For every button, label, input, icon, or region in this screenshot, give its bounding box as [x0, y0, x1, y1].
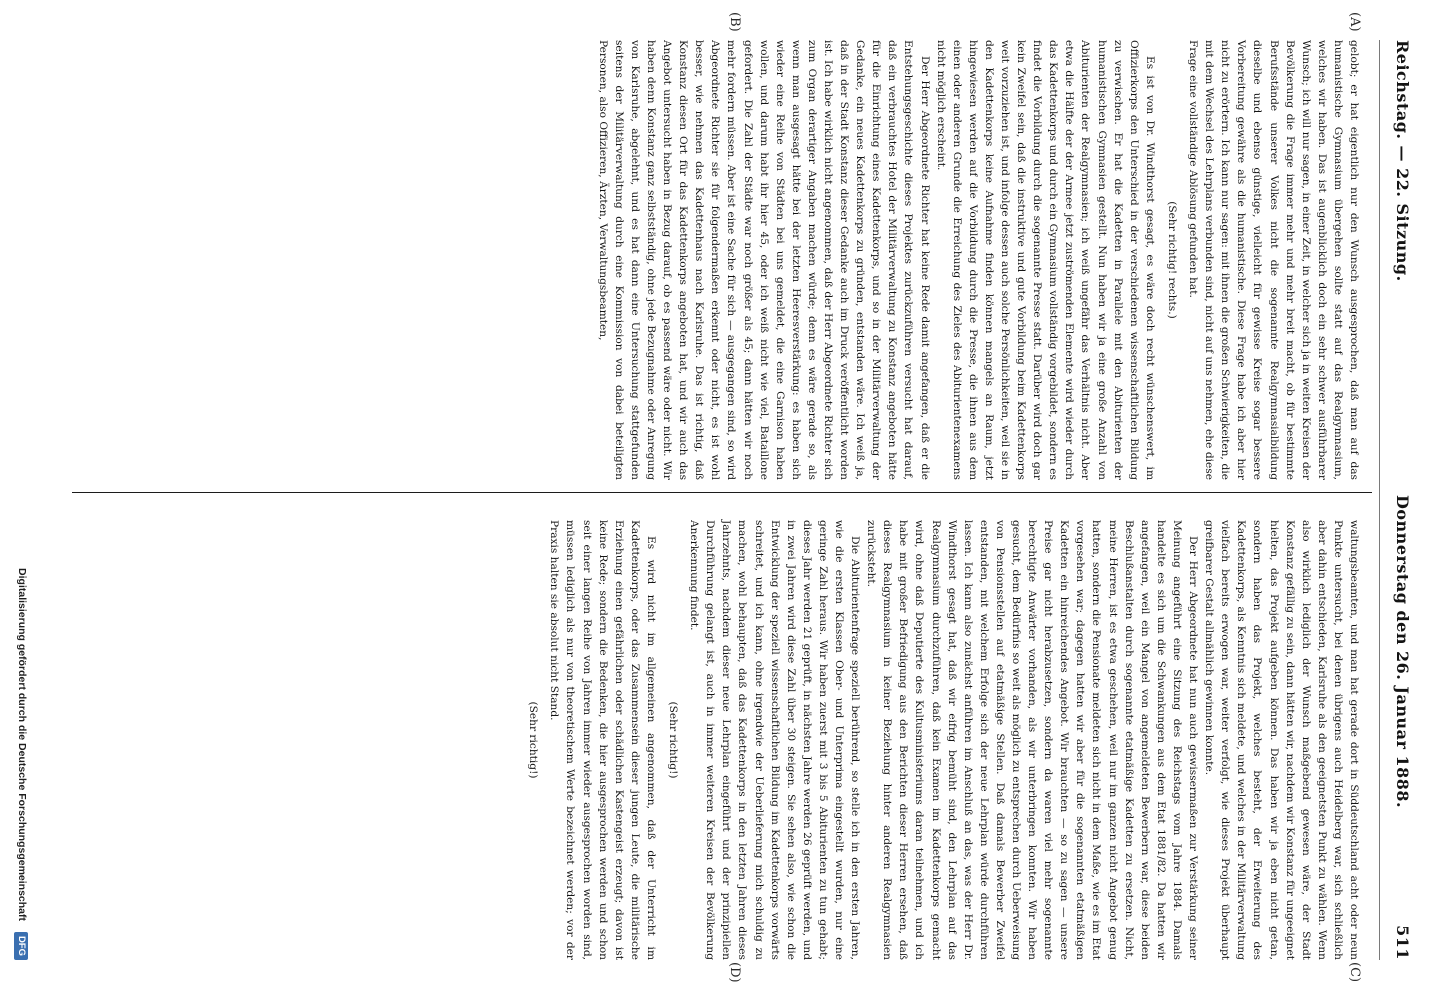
- paragraph: Es ist von Dr. Windthorst gesagt, es wäre doch recht wünschenswert, im Offizierkorps den Unterschied in der verschiedenen wissenschaftlichen Bildung zu verwischen. Er hat die Kadetten in Parallele mit den Abiturienten der humanistischen Gymnasien gestellt. Nun haben wir ja eine große Anzahl von Abiturienten der Realgymnasien; ich weiß ungefähr das Verhältnis nicht. Aber etwa die Hälfte der der Armee jetzt zuströmenden Elemente wird wieder durch das Kadettenkorps und durch ein Gymnasium vollständig vorgebildet, sondern es findet die Vorbildung durch die sogenannte Presse statt. Darüber wird doch gar kein Zweifel sein, daß die instruktive und gute Vorbildung beim Kadettenkorps weit vorzuziehen ist, und infolge dessen auch solche Persönlichkeiten, weil sie in den Kadettenkorps keine Aufnahme finden können mangels an Raum, jetzt hingewiesen werden auf die Vorbildung durch die Presse, die ihnen aus dem einen oder anderen Grunde die Erreichung des Zieles des Abiturientenexamens nicht möglich erscheint.: [934, 40, 1156, 480]
- paragraph: Der Herr Abgeordnete Richter hat keine Rede damit angefangen, daß er die Entstehungsgeschichte dieses Projektes zurückzuführen versucht hat darauf, daß ein verbrauchtes Hotel der Militärverwaltung zu Konstanz angeboten hätte für die Einrichtung eines Kadettenkorps, und so in der Militärverwaltung der Gedanke, ein neues Kadettenkorps zu gründen, entstanden wäre. Ich weiß ja, daß in der Stadt Konstanz dieser Gedanke auch im Druck veröffentlicht worden ist. Ich habe wirklich nicht angenommen, daß der Herr Abgeordnete Richter sich zum Organ derartiger Angaben machen würde; denn es wäre gerade so, als wenn man ausgesagt hätte bei der letzten Heeresverstärkung: es haben sich wieder eine Reihe von Städten bei uns gemeldet, die eine Garnison haben wollen, und darum habt ihr hier 45, oder ich weiß nicht wie viel, Bataillone gefordert. Die Zahl der Städte war noch größer als 45; dann hätten wir noch mehr fordern müssen. Aber ist eine Sache für sich — ausgegangen sind, so wird Abgeordnete Richter sie für folgendermaßen erkennt oder nicht, es ist wohl besser, wie nehmen das Kadettenhaus nach Karlsruhe. Das ist richtig, daß Konstanz diesen Ort für das Kadettenkorps angeboten hat, und wir auch das Angebot untersucht haben in Bezug darauf, ob es passend wäre oder nicht. Wir haben denn Konstanz ganz selbstständig, ohne jede Bezugnahme oder Anregung von Karlsruhe, abgelehnt, und es hat dann eine Untersuchung stattgefunden seitens der Militärverwaltung durch eine Kommission von dabei beteiligten Personen, also Offizieren, Ärzten, Verwaltungsbeamten,: [596, 40, 931, 480]
- paragraph: Der Herr Abgeordnete hat nun auch gewissermaßen zur Verstärkung seiner Meinung angeführt eine Sitzung des Reichstags vom Jahre 1884. Damals handelte es sich um die Schwankungen aus dem Etat 1881/82. Da hatten wir angefangen, weil ein Mangel von angemeldeten Bewerbern war, diese beiden Beschlußanstalten durch sogenannte etatmäßige Kadetten zu ersetzen. Nicht, meine Herren, ist es etwa geschehen, weil nur im ganzen nicht Angebot genug hatten, sondern die Pensionate meldeten sich nicht in dem Maße, wie es im Etat vorgesehen war; dagegen hatten wir aber für die sogenannten etatmäßigen Kadetten ein hinreichendes Angebot. Wir brauchten — so zu sagen — unsere Preise gar nicht herabzusetzen, sondern da waren viel mehr sogenannte berechtigte Anwärter vorhanden, als wir unterbringen konnten. Wir haben gesucht, dem Bedürfnis so weit als möglich zu entsprechen durch Ueberweisung von Pensionsstellen auf etatmäßige Stellen. Daß damals Bewerber Zweifel entstanden, mit welchem Erfolge sich der neue Lehrplan würde durchführen lassen. Ich kann also zunächst anführen im Anschluß an das, was der Herr Dr. Windthorst gesagt hat, daß wir eifrig bemüht sind, den Lehrplan auf das Realgymnasium durchzuführen, daß kein Examen im Kadettenkorps gemacht wird, ohne daß Deputierte des Kultusministeriums daran teilnehmen, und ich habe mit großer Befriedigung aus den Berichten dieser Herren ersehen, daß dieses Realgymnasium in keiner Beziehung hinter anderen Realgymnasien zurücksteht.: [865, 520, 1200, 960]
- digitization-footer: [8, 40, 28, 960]
- page-header: [1384, 40, 1424, 960]
- header-date: Donnerstag den 26. Januar 1888.: [1393, 495, 1412, 809]
- interjection: (Sehr richtig! rechts.): [1165, 201, 1178, 319]
- header-rule: [1379, 40, 1380, 960]
- margin-letter-d: (D): [727, 962, 742, 983]
- margin-letter-c: (C): [1347, 962, 1362, 983]
- margin-letter-a: (A): [1347, 12, 1362, 32]
- interjection: (Sehr richtig!): [527, 701, 540, 779]
- dfg-logo: DFG: [14, 932, 28, 960]
- page-number: 511: [1393, 925, 1412, 960]
- right-column: [519, 520, 1362, 960]
- paragraph: Es wird nicht im allgemeinen angenommen, daß der Unterricht im Kadettenkorps, oder das Zusammensein dieser jungen Leute, die militärische Erziehung einen gefährlichen oder schädlichen Kastengeist erzeugt; davon ist keine Rede; sondern die Bedenken, die hier ausgesprochen werden und schon seit einer langen Reihe von Jahren immer wieder ausgesprochen worden sind, müssen lediglich als nur von theoretischem Werte bezeichnet werden; vor der Praxis halten sie absolut nicht Stand.: [548, 520, 657, 960]
- paragraph: gelobt; er hat eigentlich nur den Wunsch ausgesprochen, daß man auf das humanistische Gymnasium übergehen sollte statt auf das Realgymnasium, welches wir haben. Das ist augenblicklich doch ein sehr schwer ausführbarer Wunsch; ich will nur sagen, in einer Zeit, in welcher sich ja in weiten Kreisen der Bevölkerung die Frage immer mehr und mehr breit macht, ob für bestimmte Berufsstände unserer Volkes nicht die sogenannte Realgymnasialbildung dieselbe und ebenso günstige, vielleicht für gewisse Kreise sogar bessere Vorbereitung gewähre als die humanistische. Diese Frage habe ich aber hier nicht zu erörtern. Ich kann nur sagen: mit ihnen die großen Schwierigkeiten, die mit dem Wechsel des Lehrplans verbunden sind, nicht auf uns nehmen, ehe diese Frage eine vollständige Ablösung gefunden hat.: [1187, 40, 1360, 480]
- left-column: [595, 40, 1362, 480]
- paragraph: waltungsbeamten, und man hat gerade dort in Süddeutschland acht oder neun Punkte untersucht, bei denen übrigens auch Heidelberg war, sich schließlich aber dahin entschieden, Karlsruhe als den geeignetsten Punkt zu wählen. Wenn also wirklich lediglich der Wunsch maßgebend gewesen wäre, der Stadt Konstanz gefällig zu sein, dann hätten wir, nachdem wir Konstanz für ungeeignet hielten, das Projekt aufgeben können. Das haben wir ja eben nicht getan, sondern haben das Projekt, welches besteht, der Erweiterung des Kadettenkorps, als Kenntnis sich meldete, und welches in der Militärverwaltung vielfach bereits erwogen war, weiter verfolgt, wie dieses Projekt überhaupt greifbarer Gestalt allmählich gewinnen konnte.: [1203, 520, 1360, 960]
- interjection: (Sehr richtig!): [667, 701, 680, 779]
- funding-notice: Digitalisierung gefördert durch die Deutsche Forschungsgemeinschaft: [15, 568, 28, 922]
- margin-letter-b: (B): [727, 12, 742, 32]
- header-session: Reichstag. — 22. Sitzung.: [1393, 40, 1412, 282]
- paragraph: Die Abiturientenfrage speziell berührend, so stelle ich in den ersten Jahren, wie die ersten Klassen Ober- und Unterprima eingestellt wurden, nur eine geringe Zahl heraus. Wir haben zuerst mit 3 bis 5 Abiturienten zu tun gehabt; dieses Jahr werden 21 geprüft, in nächsten Jahre werden 26 geprüft werden, und in zwei Jahren wird diese Zahl über 30 steigen. Sie sehen also, wie schon die Entwicklung der speziell wissenschaftlichen Bildung im Kadettenkorps vorwärts schreitet, und ich kann, ohne irgendwie der Ueberlieferung mich schuldig zu machen, wohl behaupten, daß das Kadettenkorps in den letzten Jahren dieses Jahrzehnts, nachdem dieser neue Lehrplan eingeführt und der prinzipiellen Durchführung gelangt ist, auch in immer weiteren Kreisen der Bevölkerung Anerkennung findet.: [688, 520, 862, 960]
- column-divider: [72, 492, 1372, 493]
